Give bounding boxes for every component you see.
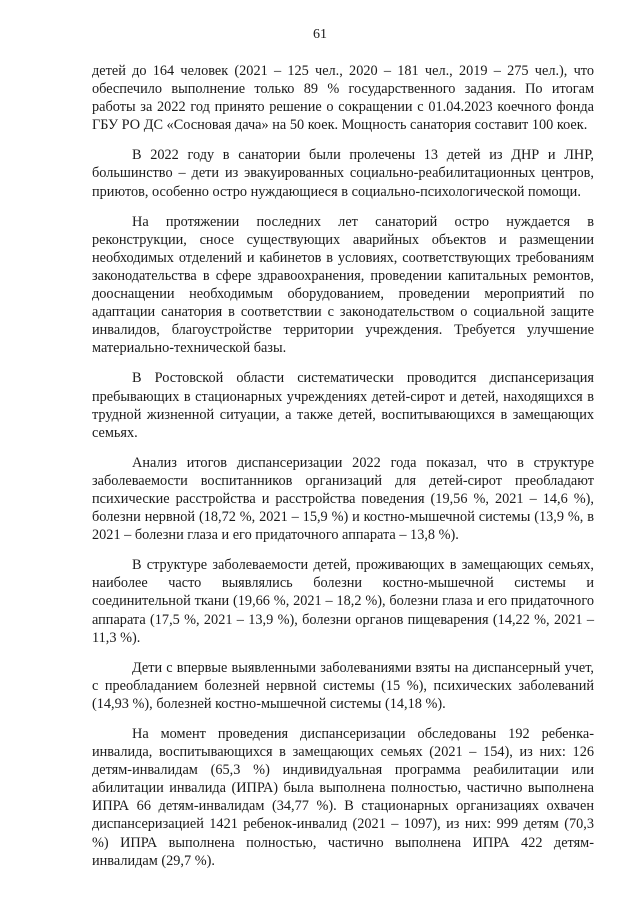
paragraph-1: детей до 164 человек (2021 – 125 чел., 2020 – 181 чел., 2019 – 275 чел.), что обеспечило выполнение только 89 % государственного задания. По итогам работы за 2022 год принято решение о сокращении с 01.04.2023 коечного фонда ГБУ РО ДС «Сосновая дача» на 50 коек. Мощность санатория составит 100 коек.: [92, 63, 594, 134]
paragraph-6: В структуре заболеваемости детей, проживающих в замещающих семьях, наиболее часто выявлялись болезни костно-мышечной системы и соединительной ткани (19,66 %, 2021 – 18,2 %), болезни глаза и его придаточного аппарата (17,5 %, 2021 – 13,9 %), болезни органов пищеварения (14,22 %, 2021 – 11,3 %).: [92, 557, 594, 646]
paragraph-3: На протяжении последних лет санаторий остро нуждается в реконструкции, сносе существующих аварийных объектов и размещении необходимых отделений и кабинетов в условиях, соответствующих требованиям законодательства в сфере здравоохранения, проведении капитальных ремонтов, дооснащении необходимым оборудованием, проведении мероприятий по адаптации санатория в соответствии с законодательством о социальной защите инвалидов, благоустройстве территории учреждения. Требуется улучшение материально-технической базы.: [92, 213, 594, 357]
paragraph-7: Дети с впервые выявленными заболеваниями взяты на диспансерный учет, с преобладанием болезней нервной системы (15 %), психических заболеваний (14,93 %), болезней костно-мышечной системы (14,18 %).: [92, 659, 594, 712]
document-body: [92, 62, 594, 882]
paragraph-5: Анализ итогов диспансеризации 2022 года показал, что в структуре заболеваемости воспитанников организаций для детей-сирот преобладают психические расстройства и расстройства поведения (19,56 %, 2021 – 14,6 %), болезни нервной (18,72 %, 2021 – 15,9 %) и костно-мышечной системы (13,9 %, в 2021 – болезни глаза и его придаточного аппарата – 13,8 %).: [92, 454, 594, 544]
page-number: 61: [313, 27, 327, 42]
paragraph-4: В Ростовской области систематически проводится диспансеризация пребывающих в стационарных учреждениях детей-сирот и детей, находящихся в трудной жизненной ситуации, а также детей, воспитывающихся в замещающих семьях.: [92, 370, 594, 441]
paragraph-2: В 2022 году в санатории были пролечены 13 детей из ДНР и ЛНР, большинство – дети из эвакуированных социально-реабилитационных центров, приютов, особенно остро нуждающиеся в социально-психологической помощи.: [92, 147, 594, 200]
paragraph-8: На момент проведения диспансеризации обследованы 192 ребенка-инвалида, воспитывающихся в замещающих семьях (2021 – 154), из них: 126 детям-инвалидам (65,3 %) индивидуальная программа реабилитации или абилитации инвалида (ИПРА) была выполнена полностью, частично выполнена ИПРА 66 детям-инвалидам (34,77 %). В стационарных организациях охвачен диспансеризацией 1421 ребенок-инвалид (2021 – 1097), из них: 999 детям (70,3 %) ИПРА выполнена полностью, частично выполнена ИПРА 422 детям-инвалидам (29,7 %).: [92, 726, 594, 869]
